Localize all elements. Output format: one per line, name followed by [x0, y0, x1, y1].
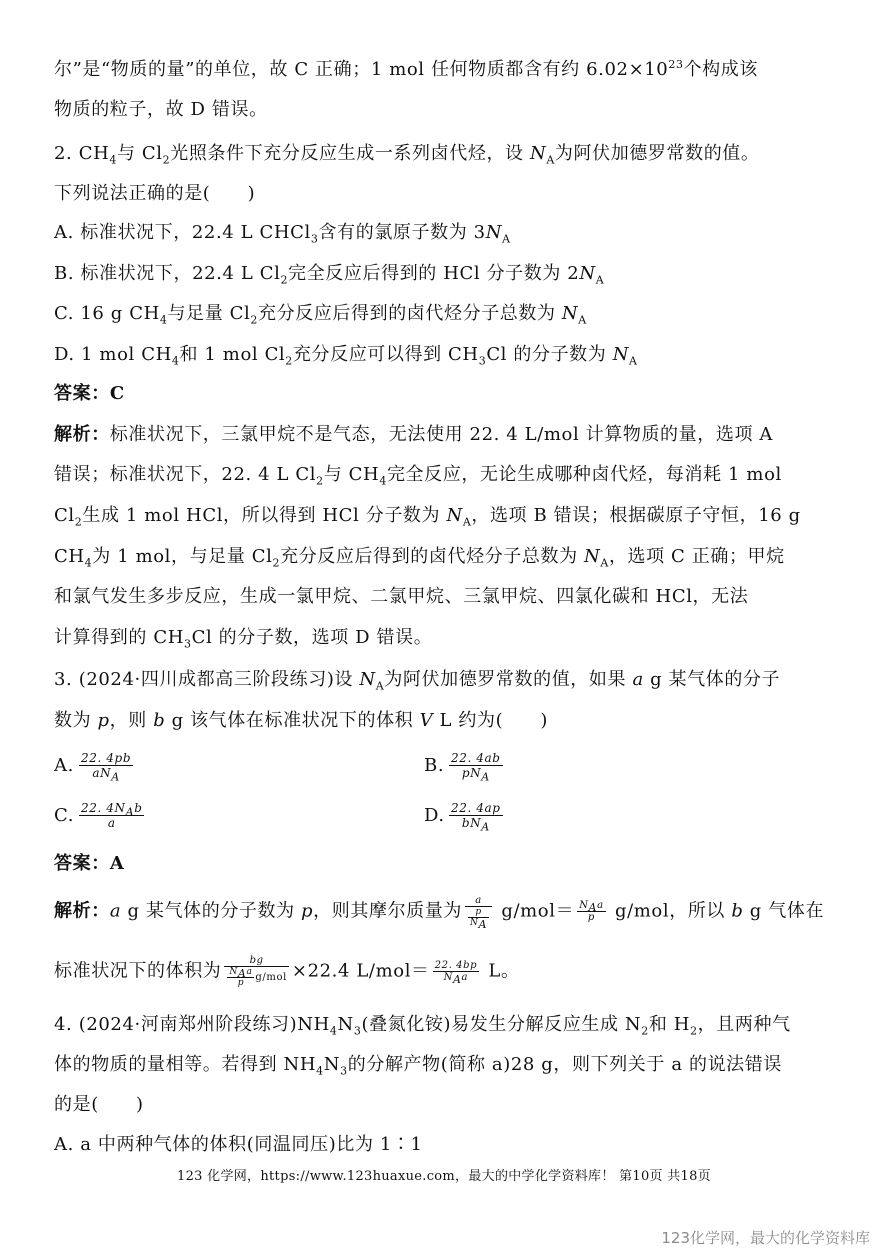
q3-explanation-2: 标准状况下的体积为 bg $\frac{N_Aa}{p}$ g/mol ×22.4 L/mol＝ $\frac{22. 4bp}{N_Aa}$ L。 — [54, 955, 520, 988]
q2-option-d: D. 1 mol $CH_4$和 1 mol $Cl_2$充分反应可以得到 $CH_3Cl$ 的分子数为 $N_A$ — [54, 344, 638, 368]
watermark: 123化学网，最大的化学资料库 — [661, 1229, 870, 1247]
molar-mass-fraction-2: $\frac{N_Aa}{p}$ — [579, 900, 604, 923]
page-footer: 123 化学网，https://www.123huaxue.com，最大的中学化学资料库！ 第10页 共18页 — [177, 1169, 711, 1184]
molar-mass-fraction: $\frac{a}{\frac{p}{N_A}}$ — [465, 895, 492, 928]
explanation-label: 解析： — [54, 900, 110, 922]
answer-label: 答案： — [54, 383, 110, 404]
answer-label: 答案： — [54, 853, 110, 874]
question-4-stem-line2: 体的物质的量相等。若得到 $NH_4N_3$的分解产物(简称 a)28 g，则下列关于 a 的说法错误 — [54, 1054, 782, 1078]
volume-fraction: bg $\frac{N_Aa}{p}$ g/mol — [224, 955, 288, 988]
q4-option-a: A. a 中两种气体的体积(同温同压)比为 1∶1 — [54, 1134, 423, 1155]
q2-explanation-2: 错误；标准状况下，22. 4 L $Cl_2$与 $CH_4$完全反应，无论生成哪种卤代烃，每消耗 1 mol — [54, 464, 782, 488]
text-line-1: 尔”是“物质的量”的单位，故 C 正确；1 mol 任何物质都含有约 $6.02\times 10^{23}$个构成该 — [54, 58, 758, 80]
q2-option-c: C. 16 g $CH_4$与足量 $Cl_2$充分反应后得到的卤代烃分子总数为 $N_A$ — [54, 303, 587, 327]
q2-answer — [54, 381, 848, 407]
q2-explanation-3: $Cl_2$生成 1 mol HCl，所以得到 HCl 分子数为 $N_A$，选项 B 错误；根据碳原子守恒，16 g — [54, 505, 801, 529]
question-3-stem-line2: 数为 p，则 b g 该气体在标准状况下的体积 V L 约为( ) — [54, 710, 549, 731]
q2-explanation-5: 和氯气发生多步反应，生成一氯甲烷、二氯甲烷、三氯甲烷、四氯化碳和 HCl，无法 — [54, 586, 749, 607]
question-4-stem-line3: 的是( ) — [54, 1094, 144, 1115]
answer-value: C — [109, 383, 125, 404]
text-line-2: 物质的粒子，故 D 错误。 — [54, 99, 268, 120]
question-4-stem: 4. (2024·河南郑州阶段练习)$NH_4N_3$(叠氮化铵)易发生分解反应生成 $N_2$和 $H_2$，且两种气 — [54, 1014, 791, 1038]
answer-value: A — [109, 853, 125, 874]
q3-option-b: B. $\frac{22. 4ab}{pN_A}$ — [424, 751, 501, 784]
q3-answer — [54, 851, 848, 877]
q2-explanation-1: 解析：标准状况下，三氯甲烷不是气态，无法使用 22. 4 L/mol 计算物质的量，选项 A — [54, 424, 773, 445]
q3-option-c: C. $\frac{22. 4N_Ab}{a}$ — [54, 801, 143, 830]
q2-option-b: B. 标准状况下，22.4 L $Cl_2$完全反应后得到的 HCl 分子数为 $2N_A$ — [54, 263, 605, 287]
q3-option-a: A. $\frac{22. 4pb}{aN_A}$ — [54, 751, 132, 784]
question-2-stem: 2. $CH_4$与 $Cl_2$光照条件下充分反应生成一系列卤代烃，设 $N_A$为阿伏加德罗常数的值。 — [54, 143, 760, 167]
q2-option-a: A. 标准状况下，22.4 L CHCl$_3$含有的氯原子数为 $3N_A$ — [54, 222, 511, 246]
explanation-label: 解析： — [54, 424, 110, 445]
q2-explanation-4: $CH_4$为 1 mol，与足量 $Cl_2$充分反应后得到的卤代烃分子总数为 $N_A$，选项 C 正确；甲烷 — [54, 546, 785, 570]
q2-explanation-6: 计算得到的 $CH_3Cl$ 的分子数，选项 D 错误。 — [54, 627, 433, 651]
q3-option-d: D. $\frac{22. 4ap}{bN_A}$ — [424, 801, 501, 834]
question-2-stem-line2: 下列说法正确的是( ) — [54, 183, 256, 204]
q3-explanation-1: 解析：a g 某气体的分子数为 p，则其摩尔质量为 $\frac{a}{\frac{p}{N_A}}$ g/mol＝ $\frac{N_Aa}{p}$ g/mol，所以 b g 气体在 — [54, 895, 825, 931]
result-fraction: $\frac{22. 4bp}{N_Aa}$ — [434, 960, 478, 986]
question-3-stem: 3. (2024·四川成都高三阶段练习)设 $N_A$为阿伏加德罗常数的值，如果 a g 某气体的分子 — [54, 669, 781, 693]
